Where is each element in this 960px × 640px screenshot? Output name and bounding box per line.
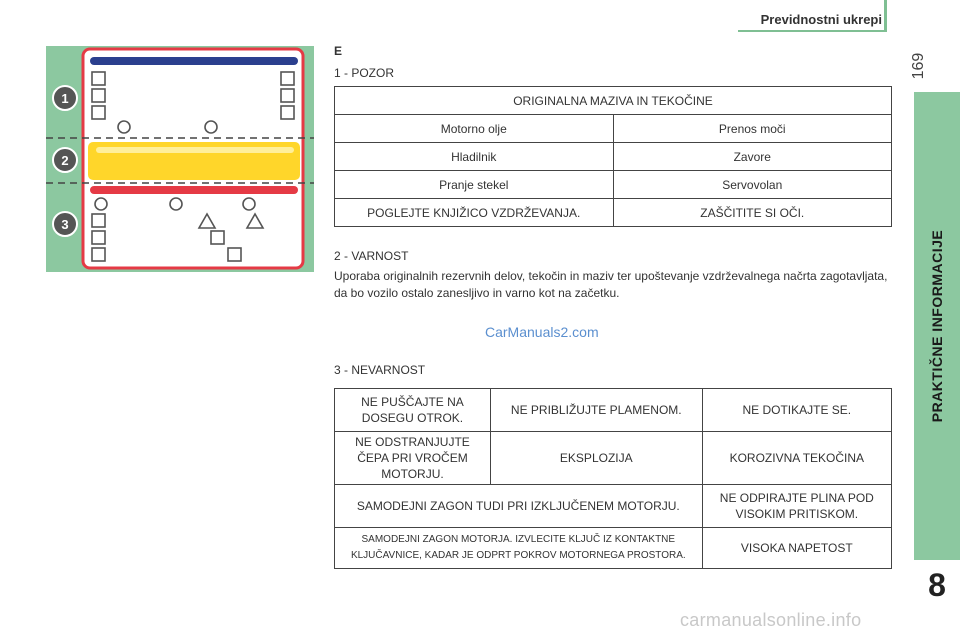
table-title-cell: ORIGINALNA MAZIVA IN TEKOČINE xyxy=(335,87,892,115)
nevarnost-heading: 3 - NEVARNOST xyxy=(334,363,426,377)
table-row xyxy=(335,389,892,432)
red-band xyxy=(90,186,298,194)
table-cell: Prenos moči xyxy=(613,115,892,143)
page-number: 169 xyxy=(910,52,927,80)
table-cell: KOROZIVNA TEKOČINA xyxy=(702,432,891,485)
header-rule xyxy=(738,30,884,32)
nevarnost-table xyxy=(334,388,892,569)
table-row xyxy=(335,432,892,485)
header-rule-tick xyxy=(884,0,887,32)
running-header-title: Previdnostni ukrepi xyxy=(760,12,882,27)
table-cell: Motorno olje xyxy=(335,115,614,143)
table-cell: NE ODPIRAJTE PLINA POD VISOKIM PRITISKOM. xyxy=(702,485,891,528)
table-cell: NE PUŠČAJTE NA DOSEGU OTROK. xyxy=(335,389,491,432)
table-cell: Pranje stekel xyxy=(335,171,614,199)
table-cell: EKSPLOZIJA xyxy=(490,432,702,485)
table-cell: POGLEJTE KNJIŽICO VZDRŽEVANJA. xyxy=(335,199,614,227)
varnost-text: Uporaba originalnih rezervnih delov, tekočin in maziv ter upoštevanje vzdrževalnega načrta zagotavljata, da bo vozilo ostalo zanesljivo in varno kot na začetku. xyxy=(334,269,888,300)
warning-label-illustration xyxy=(46,46,314,272)
table-row xyxy=(335,115,892,143)
table-cell: ZAŠČITITE SI OČI. xyxy=(613,199,892,227)
table-cell: SAMODEJNI ZAGON MOTORJA. IZVLECITE KLJUČ IZ KONTAKTNE KLJUČAVNICE, KADAR JE ODPRT POKROV MOTORNEGA PROSTORA. xyxy=(335,528,703,569)
pozor-table xyxy=(334,86,892,227)
chapter-number: 8 xyxy=(928,567,946,603)
table-row xyxy=(335,485,892,528)
watermark-center: CarManuals2.com xyxy=(485,324,599,340)
zone-badge-label: 3 xyxy=(61,217,69,232)
varnost-heading: 2 - VARNOST xyxy=(334,249,409,263)
chapter-side-label xyxy=(914,92,960,560)
pozor-heading: 1 - POZOR xyxy=(334,66,395,80)
table-row xyxy=(335,143,892,171)
table-cell: NE PRIBLIŽUJTE PLAMENOM. xyxy=(490,389,702,432)
table-cell: Zavore xyxy=(613,143,892,171)
table-row xyxy=(335,87,892,115)
table-row xyxy=(335,199,892,227)
warning-label-diagram xyxy=(46,46,314,272)
table-cell: SAMODEJNI ZAGON TUDI PRI IZKLJUČENEM MOTORJU. xyxy=(335,485,703,528)
section-letter: E xyxy=(334,44,343,58)
yellow-band-highlight xyxy=(96,147,294,153)
watermark-footer: carmanualsonline.info xyxy=(680,610,862,630)
table-row xyxy=(335,528,892,569)
table-cell: VISOKA NAPETOST xyxy=(702,528,891,569)
table-cell: Hladilnik xyxy=(335,143,614,171)
zone-badges xyxy=(53,86,77,236)
zone-badge-label: 2 xyxy=(61,153,69,168)
chapter-title: PRAKTIČNE INFORMACIJE xyxy=(929,229,945,423)
zone-badge-label: 1 xyxy=(61,91,69,106)
table-cell: Servovolan xyxy=(613,171,892,199)
table-cell: NE DOTIKAJTE SE. xyxy=(702,389,891,432)
blue-band xyxy=(90,57,298,65)
table-row xyxy=(335,171,892,199)
table-cell: NE ODSTRANJUJTE ČEPA PRI VROČEM MOTORJU. xyxy=(335,432,491,485)
